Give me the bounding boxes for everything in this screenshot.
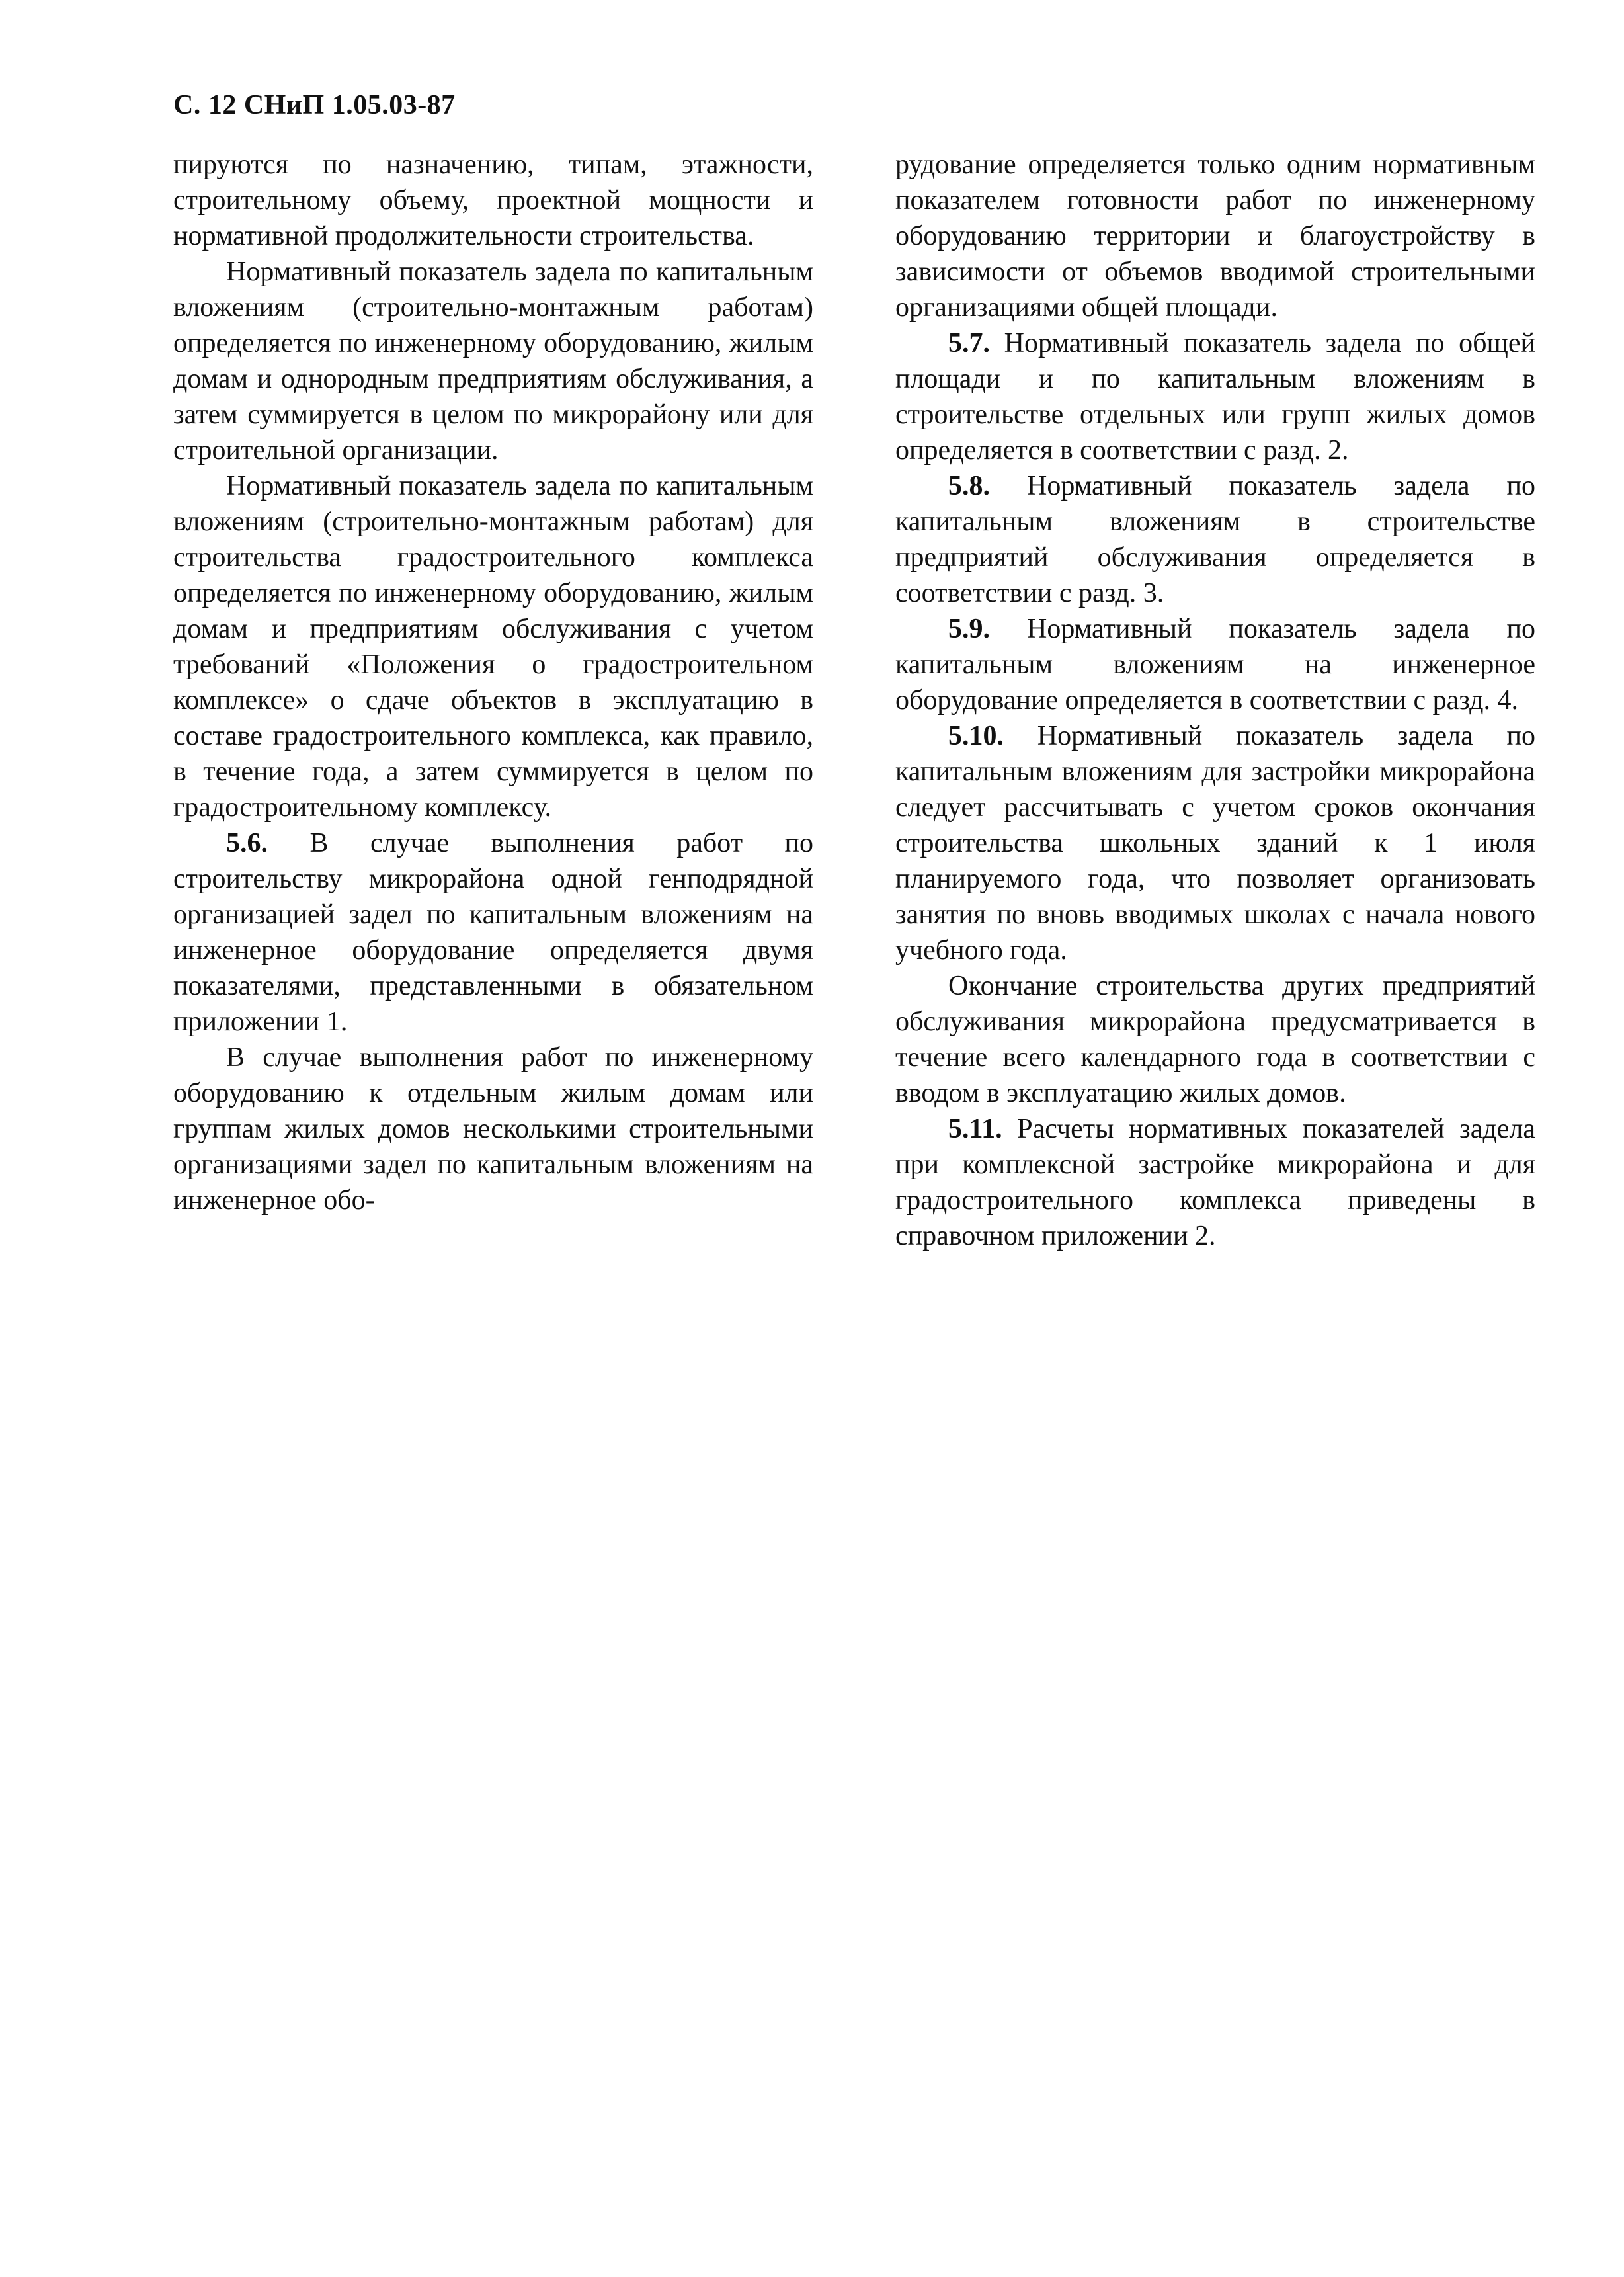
paragraph-text: рудование определяется только одним нормативным показателем готовности работ по инженерному оборудованию территории и благоустройству в зависимости от объемов вводимой строительными организациями общей площади. — [895, 149, 1535, 323]
right-column-paragraph — [895, 718, 1535, 968]
section-number: 5.10. — [948, 721, 1004, 751]
paragraph-text: пируются по назначению, типам, этажности, строительному объему, проектной мощности и нормативной продолжительности строительства. — [173, 149, 813, 251]
section-number: 5.11. — [948, 1114, 1002, 1144]
right-column-paragraph — [895, 147, 1535, 325]
left-column-paragraph — [173, 254, 813, 468]
left-column-paragraph — [173, 825, 813, 1040]
paragraph-text: Нормативный показатель задела по капитальным вложениям (строительно-монтажным работам) для строительства градостроительного комплекса определяется по инженерному оборудованию, жилым домам и предприятиям обслуживания с учетом требований «Положения о градостроительном комплексе» о сдаче объектов в эксплуатацию в составе градостроительного комплекса, как правило, в течение года, а затем суммируется в целом по градостроительному комплексу. — [173, 471, 813, 823]
left-column-paragraph — [173, 1040, 813, 1218]
right-column-paragraph — [895, 968, 1535, 1111]
paragraph-text: Нормативный показатель задела по капитальным вложениям на инженерное оборудование определяется в соответствии с разд. 4. — [895, 614, 1536, 716]
section-number: 5.7. — [948, 328, 990, 358]
paragraph-text: Нормативный показатель задела по капитальным вложениям (строительно-монтажным работам) определяется по инженерному оборудованию, жилым домам и однородным предприятиям обслуживания, а затем суммируется в целом по микрорайону или для строительной организации. — [173, 257, 813, 466]
right-column-paragraph — [895, 1111, 1535, 1254]
paragraph-text: Нормативный показатель задела по капитальным вложениям в строительстве предприятий обслуживания определяется в соответствии с разд. 3. — [895, 471, 1536, 608]
left-column-paragraph — [173, 468, 813, 825]
right-column-paragraph — [895, 611, 1535, 718]
section-number: 5.9. — [948, 614, 990, 644]
paragraph-text: В случае выполнения работ по строительству микрорайона одной генподрядной организацией задел по капитальным вложениям на инженерное оборудование определяется двумя показателями, представленными в обязательном приложении 1. — [173, 828, 814, 1037]
running-header: С. 12 СНиП 1.05.03-87 — [173, 90, 456, 120]
paragraph-text: Окончание строительства других предприятий обслуживания микрорайона предусматривается в течение всего календарного года в соответствии с вводом в эксплуатацию жилых домов. — [895, 971, 1535, 1108]
right-column — [895, 147, 1535, 1254]
section-number: 5.6. — [226, 828, 268, 858]
paragraph-text: Нормативный показатель задела по капитальным вложениям для застройки микрорайона следует рассчитывать с учетом сроков окончания строительства школьных зданий к 1 июля планируемого года, что позволяет организовать занятия по вновь вводимых школах с начала нового учебного года. — [895, 721, 1536, 966]
right-column-paragraph — [895, 325, 1535, 468]
left-column — [173, 147, 813, 1218]
paragraph-text: Расчеты нормативных показателей задела при комплексной застройке микрорайона и для градостроительного комплекса приведены в справочном приложении 2. — [895, 1114, 1535, 1251]
right-column-paragraph — [895, 468, 1535, 611]
section-number: 5.8. — [948, 471, 990, 501]
left-column-paragraph — [173, 147, 813, 254]
paragraph-text: В случае выполнения работ по инженерному оборудованию к отдельным жилым домам или группам жилых домов несколькими строительными организациями задел по капитальным вложениям на инженерное обо- — [173, 1042, 813, 1216]
paragraph-text: Нормативный показатель задела по общей площади и по капитальным вложениям в строительстве отдельных или групп жилых домов определяется в соответствии с разд. 2. — [895, 328, 1536, 466]
